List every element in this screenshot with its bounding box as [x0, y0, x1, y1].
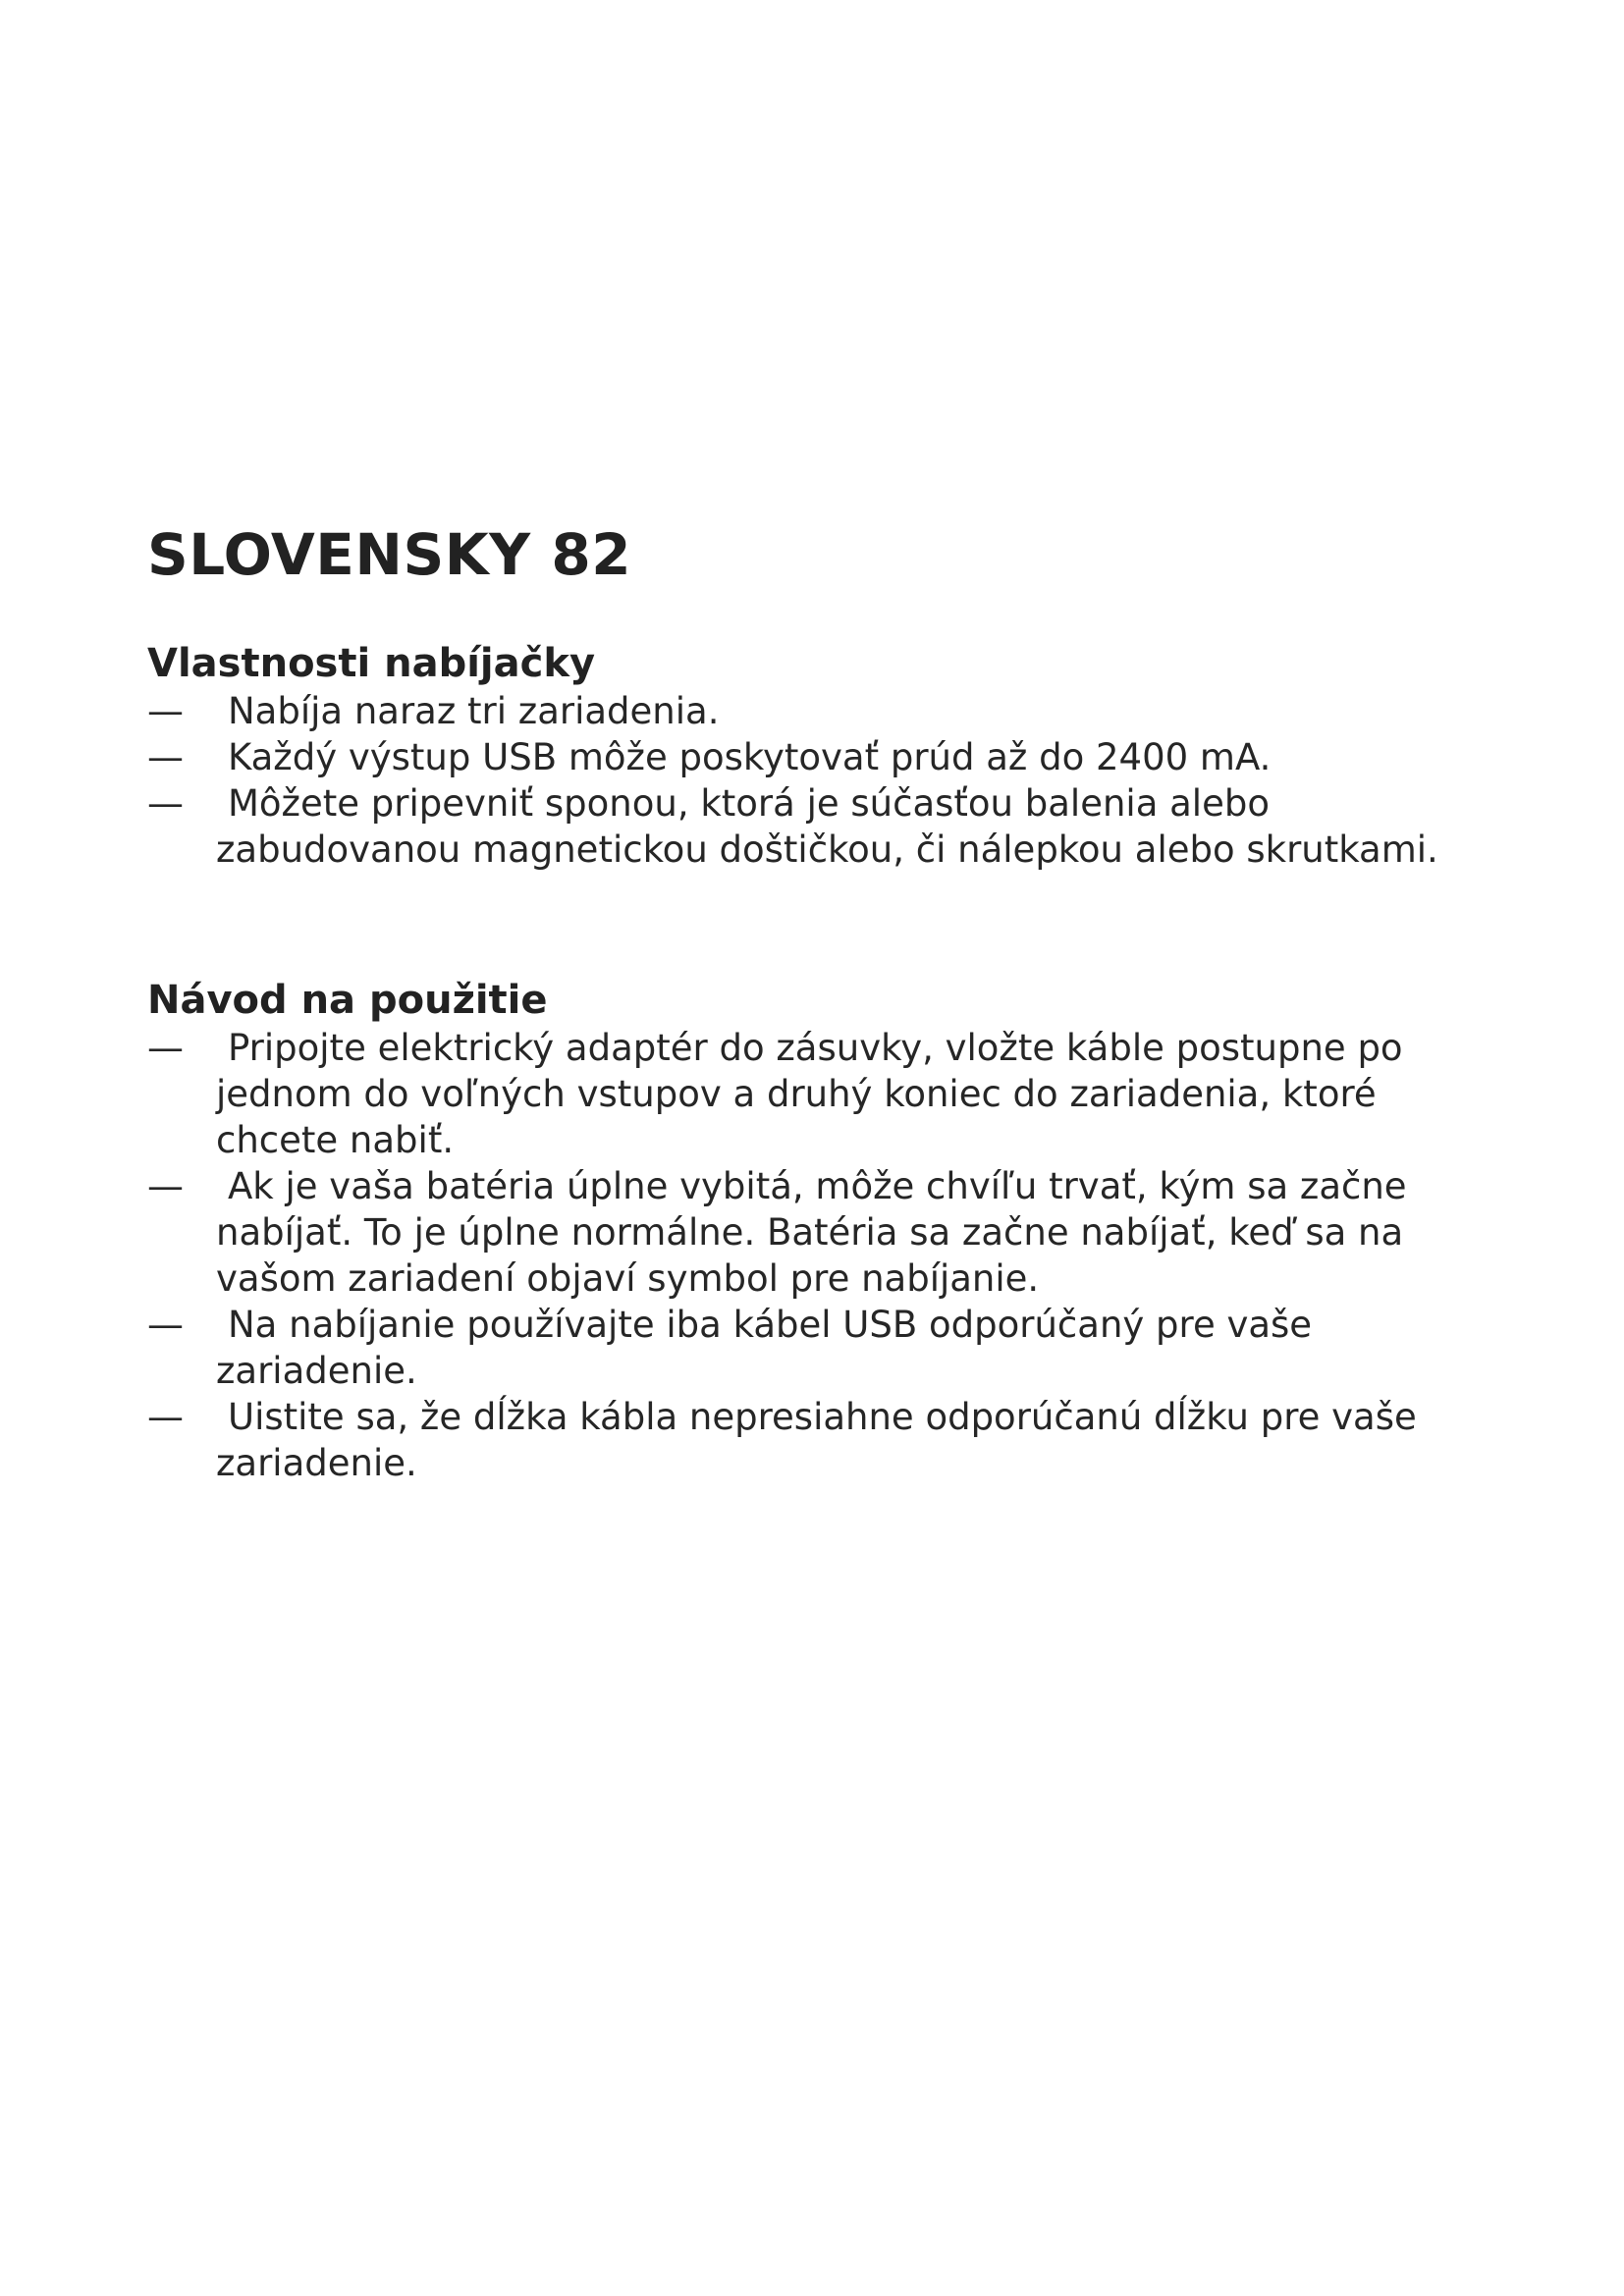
bullet-dash: — — [147, 1165, 184, 1207]
bullet-dash: — — [147, 1304, 184, 1346]
list-item — [147, 780, 1502, 873]
bullet-dash: — — [147, 1027, 184, 1069]
page-title: SLOVENSKY 82 — [147, 521, 632, 588]
bullet-dash: — — [147, 736, 184, 778]
section-usage-instructions — [147, 976, 1502, 1486]
list-item-text: Pripojte elektrický adaptér do zásuvky, vložte káble postupne po jednom do voľných vstupov a druhý koniec do zariadenia, ktoré chcete nabiť. — [216, 1027, 1403, 1161]
bullet-dash: — — [147, 690, 184, 732]
list-item-text: Ak je vaša batéria úplne vybitá, môže chvíľu trvať, kým sa začne nabíjať. To je úplne normálne. Batéria sa začne nabíjať, keď sa na vašom zariadení objaví symbol pre nabíjanie. — [216, 1165, 1407, 1300]
list-item — [147, 1025, 1502, 1163]
list-item-text: Môžete pripevniť sponou, ktorá je súčasťou balenia alebo zabudovanou magnetickou doštičkou, či nálepkou alebo skrutkami. — [216, 782, 1438, 871]
bullet-list — [147, 688, 1502, 873]
section-heading: Vlastnosti nabíjačky — [147, 641, 596, 686]
section-heading: Návod na použitie — [147, 978, 548, 1023]
list-item — [147, 734, 1502, 780]
bullet-dash: — — [147, 1396, 184, 1438]
list-item — [147, 1302, 1502, 1394]
section-charger-features — [147, 639, 1502, 873]
list-item — [147, 1394, 1502, 1486]
list-item-text: Nabíja naraz tri zariadenia. — [228, 690, 720, 732]
list-item-text: Každý výstup USB môže poskytovať prúd až do 2400 mA. — [228, 736, 1272, 778]
list-item — [147, 1163, 1502, 1302]
list-item-text: Na nabíjanie používajte iba kábel USB odporúčaný pre vaše zariadenie. — [216, 1304, 1313, 1392]
bullet-list — [147, 1025, 1502, 1486]
list-item-text: Uistite sa, že dĺžka kábla nepresiahne odporúčanú dĺžku pre vaše zariadenie. — [216, 1396, 1417, 1484]
bullet-dash: — — [147, 782, 184, 825]
list-item — [147, 688, 1502, 734]
